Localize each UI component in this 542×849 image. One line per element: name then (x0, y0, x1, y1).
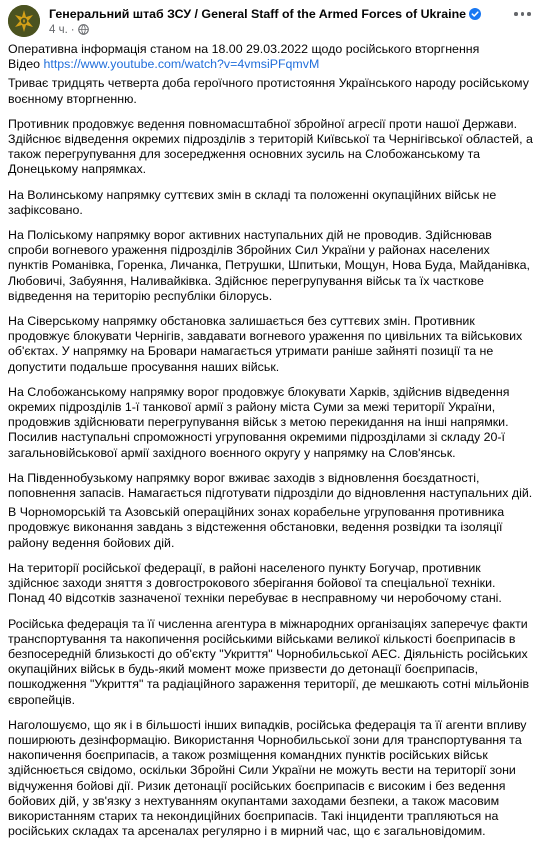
post-paragraph: На Поліському напрямку ворог активних наступальних дій не проводив. Здійснював спроби вогневого ураження підрозділів Збройних Сил України у районах населених пунктів Романівка, Горенка, Личанка, Петрушки, Шпитьки, Мощун, Нова Буда, Майданівка, Любовичі, Забуяння, Наливайківка. Здійснює перегрупування військ та їх часткове відведення на територію республіки білорусь. (8, 228, 530, 303)
more-options-icon (521, 12, 525, 16)
author-line (49, 7, 481, 24)
post-paragraph: На Волинському напрямку суттєвих змін в складі та положенні окупаційних військ не зафіксовано. (8, 187, 497, 217)
post-paragraph: Противник продовжує ведення повномасштабної збройної агресії проти нашої Держави. Здійснює відведення окремих підрозділів з територій Київської та Чернігівської областей, а також перегрупування для зосередження основних зусиль на Слобожанському та Донецькому напрямках. (8, 116, 533, 177)
post-timestamp[interactable]: 4 ч. (49, 24, 68, 36)
more-options-icon (527, 12, 531, 16)
post-body (8, 42, 533, 849)
post-paragraph: В Чорноморській та Азовській операційних зонах корабельне угруповання противника продовжує виконання завдань з відстеження обстановки, ведення розвідки та ізоляції району ведення бойових дій. (8, 505, 505, 550)
post-paragraph: На Сіверському напрямку обстановка залишається без суттєвих змін. Противник продовжує блокувати Чернігів, завдавати вогневого ураження по цивільних та військових об'єктах. У напрямку на Бровари намагається утримати раніше зайняті позиції та не допустити подальше просування наших військ. (8, 314, 523, 374)
general-staff-emblem-icon (8, 5, 40, 37)
post-header (8, 5, 534, 39)
post-paragraph: На Слобожанському напрямку ворог продовжує блокувати Харків, здійснив відведення окремих підрозділів 1-ї танкової армії з району міста Суми за межі території України, продовжив здійснювати перегрупування військ з метою перекидання на інші напрямки. Посилив наступальні спроможності угруповання окремими підрозділами зі складу 20-ї загальновійськової армії західного воєнного округу у напрямку на Слов'янськ. (8, 384, 510, 460)
globe-icon[interactable] (78, 24, 89, 39)
more-options-icon (514, 12, 518, 16)
post-paragraph: На Південнобузькому напрямку ворог вживає заходів з відновлення боєздатності, поповнення запасів. Намагається підготувати підрозділи до відновлення наступальних дій. (8, 470, 533, 501)
more-options-button[interactable] (514, 9, 532, 19)
post-intro (8, 42, 533, 72)
page-avatar[interactable] (8, 5, 40, 37)
post-paragraph: Триває тридцять четверта доба героїчного протистояння Українського народу російському воєнному вторгненню. (8, 76, 529, 106)
post-paragraph: На території російської федерації, в районі населеного пункту Богучар, противник здійснює заходи зняття з довгострокового зберігання бойової та спеціальної техніки. Понад 40 відсотків зазначеної техніки перебуває в несправному чи неробочому стані. (8, 560, 502, 606)
video-label: Відео (8, 57, 41, 72)
post-paragraph: Російська федерація та її численна агентура в міжнародних організаціях заперечує факти транспортування та накопичення російськими військами великої кількості боєприпасів в безпосередній близькості до об'єкту "Укриття" Чорнобильської АЕС. Діяльність російських окупаційних військ в будь-який момент може призвести до детонації боєприпасів, пошкодження "Укриття" та радіаційного зараження території, де мешкають сотні мільйонів європейців. (8, 616, 530, 707)
verified-badge-icon (469, 8, 481, 24)
post-paragraph: Наголошуємо, що як і в більшості інших випадків, російська федерація та її агенти впливу поширюють дезінформацію. Використання Чорнобильської зони для транспортування та накопичення боєприпасів, а також розміщення командних пунктів російських військ здійснюється свідомо, оскільки Збройні Сили України не можуть вести на території зони відчуження бойові дії. Ризик детонації російських боєприпасів є високим і без ведення бойових дій, у зв'язку з нехтуванням окупантами заходами безпеки, а також масовим використанням старих та некондиційних боєприпасів. Такі інциденти трапляються на російських складах та арсеналах регулярно і в мирний час, що є загальновідомим. (8, 717, 527, 839)
post-meta (49, 24, 89, 39)
author-name[interactable]: Генеральний штаб ЗСУ / General Staff of the Armed Forces of Ukraine (49, 7, 467, 21)
meta-separator: · (70, 24, 75, 36)
post-heading-line: Оперативна інформація станом на 18.00 29.03.2022 щодо російського вторгнення (8, 42, 480, 56)
video-link[interactable]: https://www.youtube.com/watch?v=4vmsiPFqmvM (43, 57, 320, 72)
